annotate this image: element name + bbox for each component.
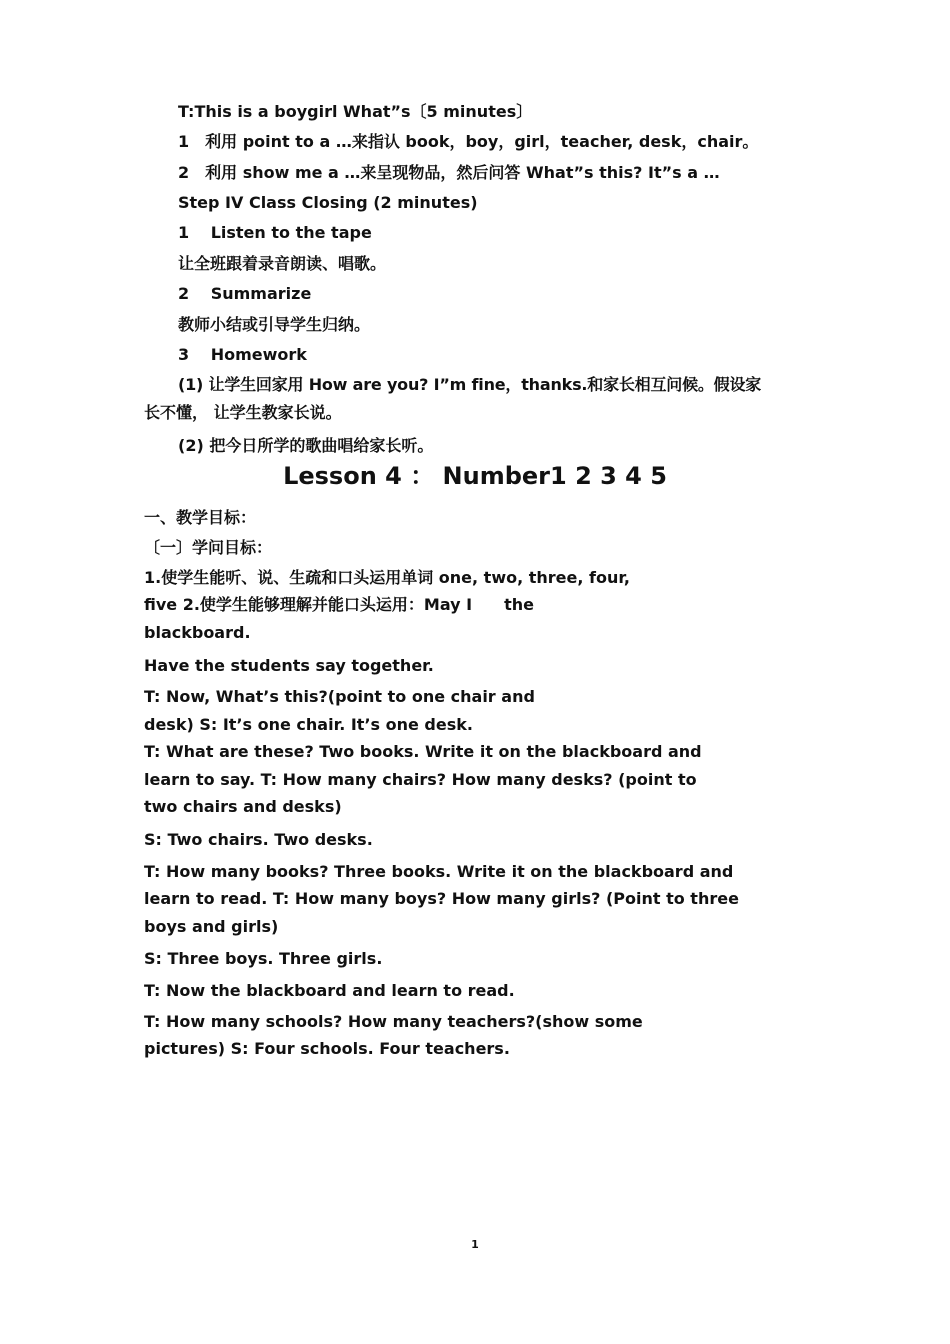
objective-line-2: five 2.使学生能够理解并能口头运用：May I the [144,595,534,614]
closing-item-2: 2 Summarize [178,284,312,303]
page-number: 1 [471,1238,479,1251]
dialogue-line: T:This is a boygirl What”s〔5 minutes〕 [178,102,533,121]
closing-item-1-note: 让全班跟着录音朗读、唱歌。 [178,254,387,273]
activity-item-1: 1 利用 point to a …来指认 book，boy，girl，teacher, desk，chair。 [178,132,759,151]
homework-item-1: (1) 让学生回家用 How are you? I”m fine，thanks.和家长相互问候。假设家 [178,375,762,394]
homework-item-2: (2) 把今日所学的歌曲唱给家长听。 [178,436,434,455]
paragraph: learn to say. T: How many chairs? How many desks? (point to [144,770,697,789]
objective-line-3: blackboard. [144,623,251,642]
paragraph: T: What are these? Two books. Write it on the blackboard and [144,742,702,761]
paragraph: S: Three boys. Three girls. [144,949,383,968]
paragraph: desk) S: It’s one chair. It’s one desk. [144,715,473,734]
paragraph: Have the students say together. [144,656,434,675]
paragraph: T: Now the blackboard and learn to read. [144,981,515,1000]
paragraph: S: Two chairs. Two desks. [144,830,373,849]
lesson-title: Lesson 4 ： Number1 2 3 4 5 [283,462,667,490]
subsection-heading: 〔一〕学问目标： [144,538,273,557]
paragraph: T: How many books? Three books. Write it on the blackboard and [144,862,734,881]
activity-item-2: 2 利用 show me a …来呈现物品，然后问答 What”s this? It”s a … [178,163,720,182]
paragraph: two chairs and desks) [144,797,342,816]
paragraph: pictures) S: Four schools. Four teachers. [144,1039,510,1058]
paragraph: T: Now, What’s this?(point to one chair and [144,687,535,706]
section-heading: 一、教学目标： [144,508,257,527]
step-heading: Step IV Class Closing (2 minutes) [178,193,478,212]
homework-item-1-cont: 长不懂， 让学生教家长说。 [144,403,342,422]
paragraph: boys and girls) [144,917,279,936]
objective-line-1: 1.使学生能听、说、生疏和口头运用单词 one, two, three, four, [144,568,630,587]
closing-item-2-note: 教师小结或引导学生归纳。 [178,315,371,334]
closing-item-3: 3 Homework [178,345,307,364]
paragraph: learn to read. T: How many boys? How many girls? (Point to three [144,889,739,908]
paragraph: T: How many schools? How many teachers?(show some [144,1012,643,1031]
closing-item-1: 1 Listen to the tape [178,223,372,242]
